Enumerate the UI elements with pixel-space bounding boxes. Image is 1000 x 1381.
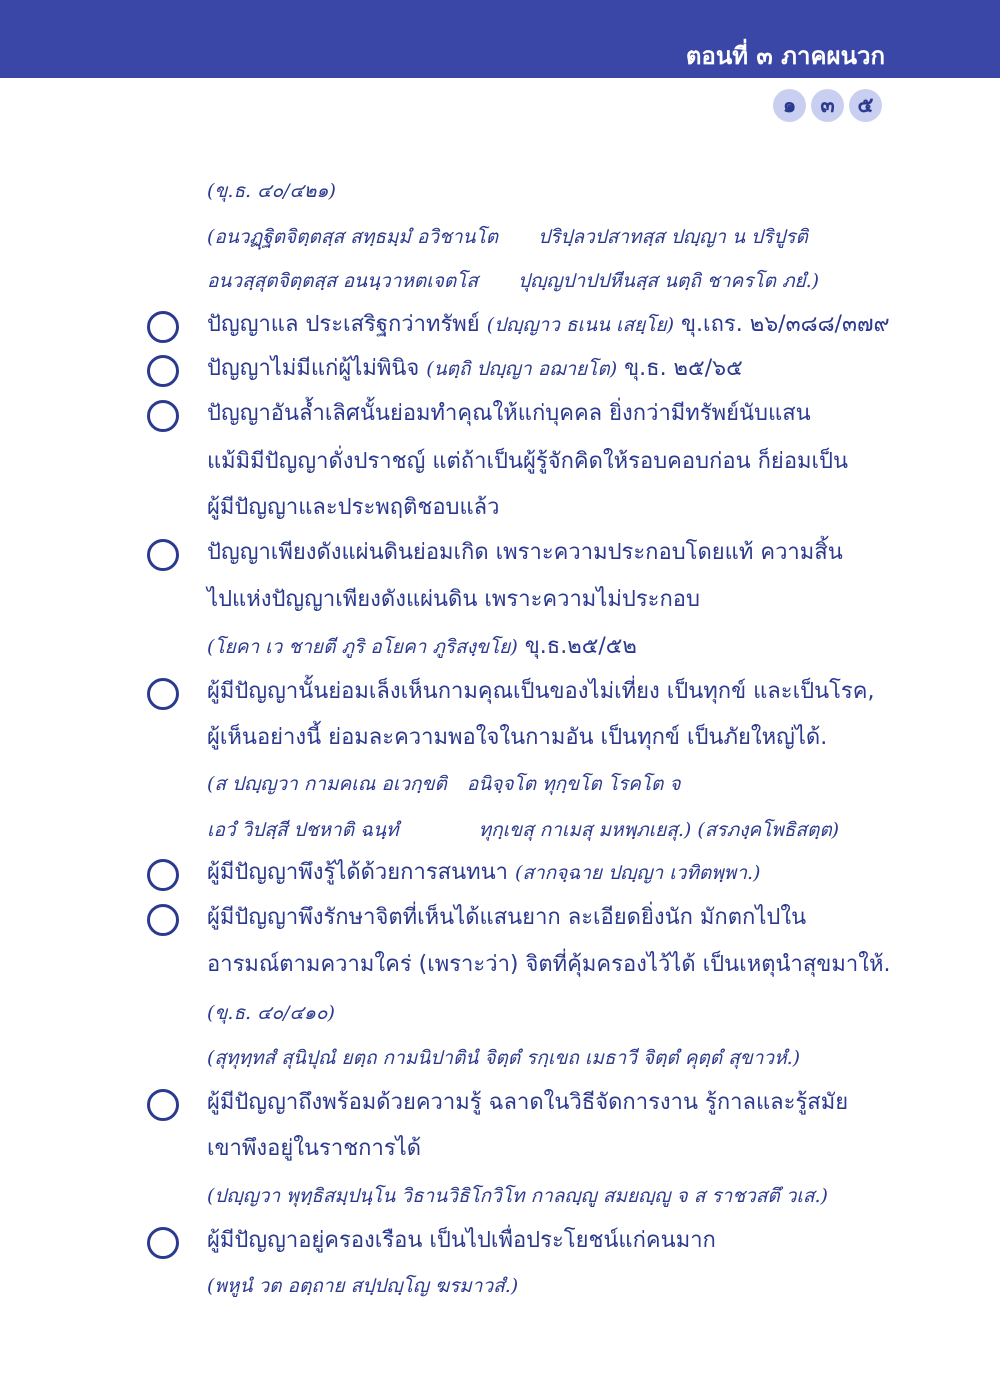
circle-bullet-icon bbox=[147, 539, 179, 571]
list-item: ผู้มีปัญญาถึงพร้อมด้วยความรู้ ฉลาดในวิธีจัดการงาน รู้กาลและรู้สมัย bbox=[207, 1090, 849, 1115]
list-item: ปัญญาแล ประเสริฐกว่าทรัพย์ (ปญฺญาว ธเนน เสยฺโย) ขุ.เถร. ๒๖/๓๘๘/๓๗๙ bbox=[207, 312, 890, 337]
page-number bbox=[773, 89, 882, 122]
circle-bullet-icon bbox=[147, 311, 179, 343]
list-item: ปัญญาอันล้ำเลิศนั้นย่อมทำคุณให้แก่บุคคล ยิ่งกว่ามีทรัพย์นับแสน bbox=[207, 401, 811, 426]
page-digit: ๓ bbox=[811, 89, 844, 122]
list-item-line: ไปแห่งปัญญาเพียงดังแผ่นดิน เพราะความไม่ประกอบ bbox=[207, 587, 700, 612]
list-item-line: เขาพึงอยู่ในราชการได้ bbox=[207, 1136, 421, 1161]
pali-verse: (พหูนํ วต อตฺถาย สปฺปญฺโญ ฆรมาวสํ.) bbox=[207, 1275, 519, 1297]
list-item-line: อารมณ์ตามความใคร่ (เพราะว่า) จิตที่คุ้มครองไว้ได้ เป็นเหตุนำสุขมาให้. bbox=[207, 952, 891, 977]
circle-bullet-icon bbox=[147, 1089, 179, 1121]
page-digit: ๑ bbox=[773, 89, 806, 122]
reference: (ขุ.ธ. ๔๐/๔๑๐) bbox=[207, 1002, 335, 1024]
circle-bullet-icon bbox=[147, 859, 179, 891]
list-item: ผู้มีปัญญาอยู่ครองเรือน เป็นไปเพื่อประโยชน์แก่คนมาก bbox=[207, 1228, 716, 1253]
pali-verse: (โยคา เว ชายตี ภูริ อโยคา ภูริสงฺขโย) ขุ.ธ.๒๕/๕๒ bbox=[207, 634, 637, 659]
list-item: ปัญญาเพียงดังแผ่นดินย่อมเกิด เพราะความประกอบโดยแท้ ความสิ้น bbox=[207, 540, 843, 565]
list-item: ผู้มีปัญญาพึงรู้ได้ด้วยการสนทนา (สากจฺฉาย ปญฺญา เวทิตพฺพา.) bbox=[207, 860, 761, 885]
pali-verse: อนวสฺสุตจิตฺตสฺส อนนฺวาหตเจตโส ปุญฺญปาปปหีนสฺส นตฺถิ ชาครโต ภยํ.) bbox=[207, 270, 820, 292]
circle-bullet-icon bbox=[147, 355, 179, 387]
list-item-line: ผู้เห็นอย่างนี้ ย่อมละความพอใจในกามอัน เป็นทุกข์ เป็นภัยใหญ่ได้. bbox=[207, 725, 828, 750]
list-item: ผู้มีปัญญานั้นย่อมเล็งเห็นกามคุณเป็นของไม่เที่ยง เป็นทุกข์ และเป็นโรค, bbox=[207, 679, 875, 704]
header-band bbox=[0, 0, 1000, 78]
circle-bullet-icon bbox=[147, 1227, 179, 1259]
pali-verse: (สุทุทฺทสํ สุนิปุณํ ยตฺถ กามนิปาตินํ จิตฺตํ รกฺเขถ เมธาวี จิตฺตํ คุตฺตํ สุขาวหํ.) bbox=[207, 1047, 801, 1069]
circle-bullet-icon bbox=[147, 904, 179, 936]
list-item-line: ผู้มีปัญญาและประพฤติชอบแล้ว bbox=[207, 495, 500, 520]
pali-verse: (อนวฏฺฐิตจิตฺตสฺส สทฺธมฺมํ อวิชานโต ปริปฺลวปสาทสฺส ปญฺญา น ปริปูรติ bbox=[207, 226, 808, 248]
reference: (ขุ.ธ. ๔๐/๔๒๑) bbox=[207, 180, 336, 202]
pali-verse: (ส ปญฺญวา กามคเณ อเวกฺขติ อนิจฺจโต ทุกฺขโต โรคโต จ bbox=[207, 773, 681, 795]
pali-verse: (ปญฺญวา พุทฺธิสมฺปนฺโน วิธานวิธิโกวิโท กาลญฺญู สมยญฺญู จ ส ราชวสตึ วเส.) bbox=[207, 1185, 828, 1207]
list-item: ปัญญาไม่มีแก่ผู้ไม่พินิจ (นตฺถิ ปญฺญา อฌายโต) ขุ.ธ. ๒๕/๖๕ bbox=[207, 356, 743, 381]
section-title: ตอนที่ ๓ ภาคผนวก bbox=[685, 42, 885, 70]
list-item-line: แม้มิมีปัญญาดั่งปราชญ์ แต่ถ้าเป็นผู้รู้จักคิดให้รอบคอบก่อน ก็ย่อมเป็น bbox=[207, 449, 849, 474]
pali-verse: เอวํ วิปสฺสี ปชหาติ ฉนฺทํ ทุกฺเขสุ กาเมสุ มหพฺภเยสุ.) (สรภงฺคโพธิสตฺต) bbox=[207, 819, 840, 841]
circle-bullet-icon bbox=[147, 400, 179, 432]
list-item: ผู้มีปัญญาพึงรักษาจิตที่เห็นได้แสนยาก ละเอียดยิ่งนัก มักตกไปใน bbox=[207, 905, 807, 930]
page-digit: ๕ bbox=[849, 89, 882, 122]
circle-bullet-icon bbox=[147, 678, 179, 710]
